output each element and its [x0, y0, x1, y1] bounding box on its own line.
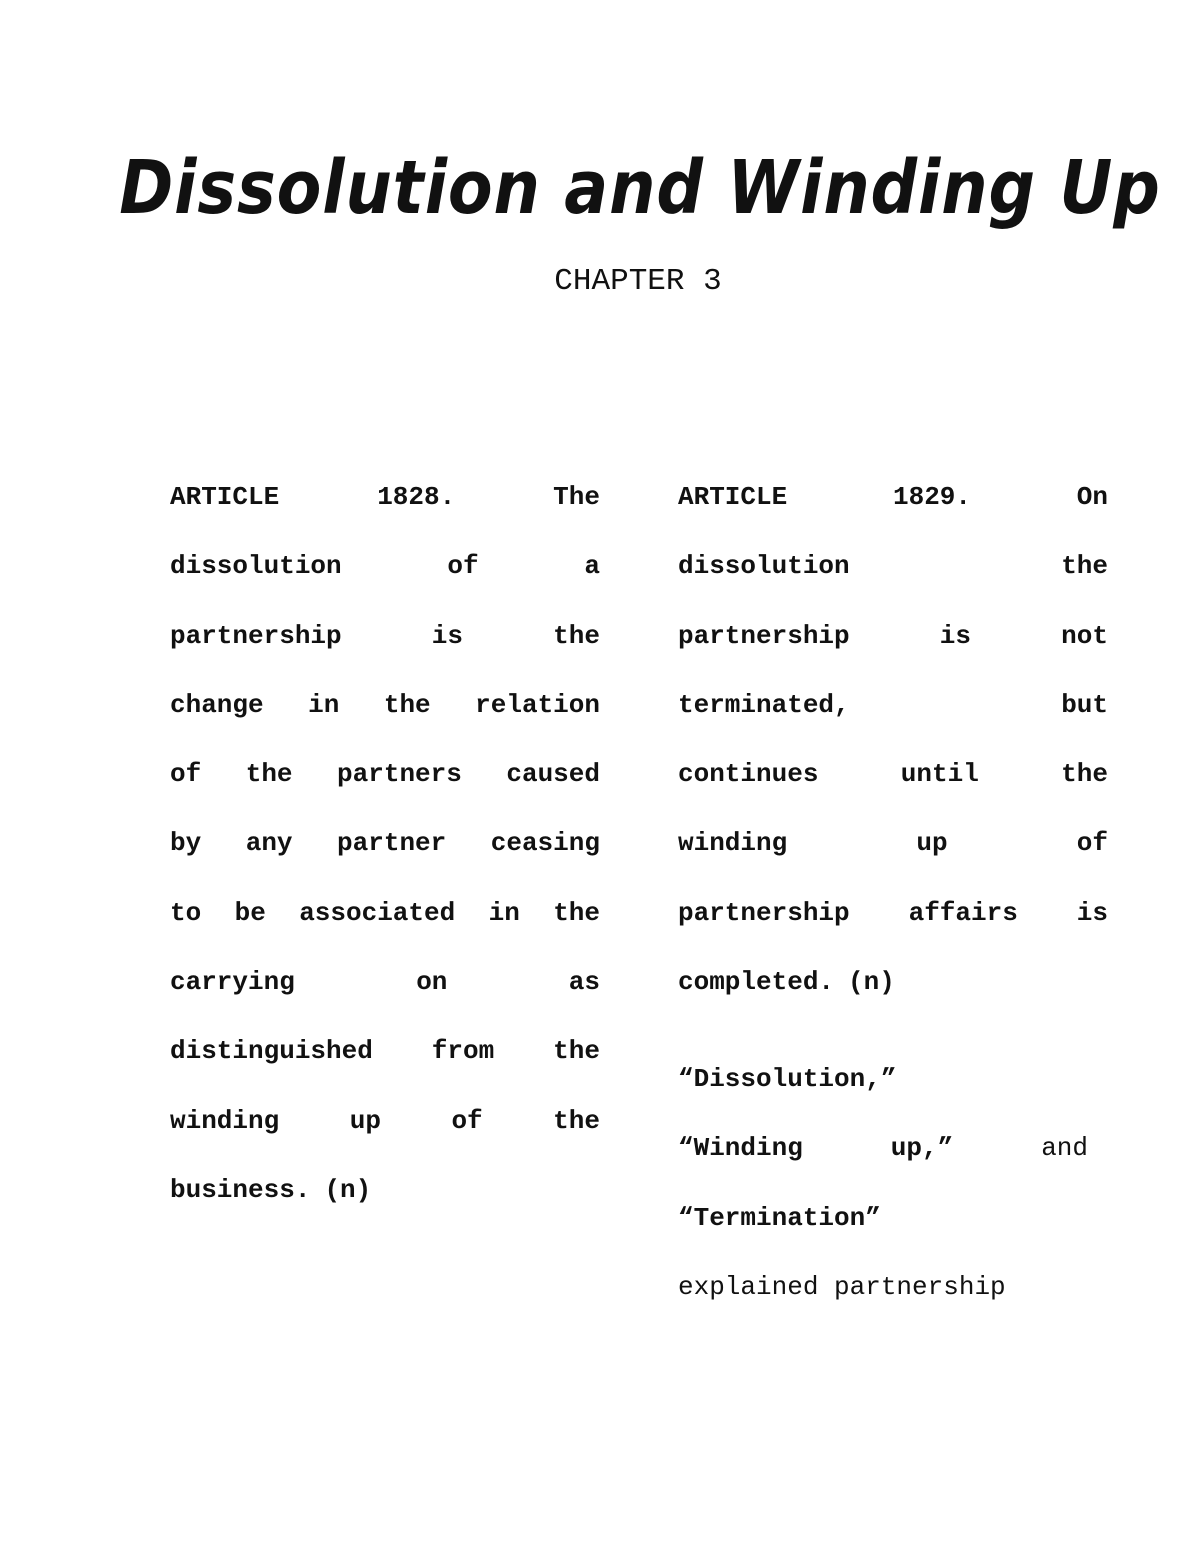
word: the [245, 759, 293, 790]
word: distinguished [170, 1036, 373, 1067]
word: ARTICLE [678, 482, 788, 512]
article-1828-line [170, 602, 600, 671]
word: of [447, 551, 479, 582]
word: “Termination” [678, 1202, 881, 1233]
word: change [170, 689, 264, 720]
word: the [553, 620, 600, 651]
word: until [900, 759, 979, 790]
word: ceasing [490, 828, 600, 859]
word: be [234, 897, 266, 928]
word: is [939, 620, 972, 651]
article-1829 [678, 463, 1108, 1017]
word: dissolution [170, 551, 342, 582]
word: of [451, 1105, 483, 1136]
word: and [1041, 1133, 1088, 1164]
word: “Winding [678, 1133, 803, 1164]
article-1829-line [678, 879, 1108, 948]
subheading-line [678, 1045, 1088, 1114]
word: carrying [170, 967, 295, 998]
article-1829-line [678, 948, 1108, 1017]
article-1828-line [170, 1156, 600, 1225]
article-1829-line [678, 809, 1108, 878]
word: 1829. [892, 482, 971, 512]
word: the [553, 897, 600, 928]
word: relation [475, 689, 600, 720]
word: up,” [890, 1133, 954, 1164]
article-1829-line [678, 602, 1108, 671]
article-1828-line [170, 809, 600, 878]
word: the [553, 1036, 600, 1067]
article-1828-line [170, 1087, 600, 1156]
word: associated [299, 897, 456, 928]
word: but [1061, 689, 1108, 720]
document-title: Dissolution and Winding Up [119, 145, 1161, 231]
word: to [170, 897, 202, 928]
word: as [568, 967, 600, 998]
article-1828-line [170, 671, 600, 740]
article-1829-line [678, 532, 1108, 601]
word: partnership [678, 620, 850, 651]
word: The [553, 482, 600, 512]
word: winding [170, 1105, 280, 1136]
word: terminated, [678, 689, 850, 720]
word: completed. [678, 967, 835, 998]
article-1828-line [170, 1017, 600, 1086]
word: business. [170, 1174, 311, 1205]
article-1828-line [170, 532, 600, 601]
article-1828-line [170, 740, 600, 809]
word: the [1061, 551, 1108, 582]
word: is [1076, 897, 1108, 928]
word: of [1076, 828, 1108, 859]
word: on [416, 967, 448, 998]
word: On [1076, 482, 1108, 512]
word: by [170, 828, 202, 859]
word: the [1061, 759, 1108, 790]
subheading-line [678, 1114, 1088, 1183]
word: not [1061, 620, 1108, 651]
word: partners [337, 759, 462, 790]
word: partnership [678, 897, 850, 928]
word: in [308, 689, 340, 720]
word: is [431, 620, 464, 651]
word: a [584, 551, 600, 582]
word: caused [506, 759, 600, 790]
word: (n) [848, 967, 895, 998]
article-1829-line [678, 740, 1108, 809]
word: explained partnership [678, 1271, 1006, 1302]
word: the [553, 1105, 600, 1136]
article-1829-line [678, 463, 1108, 532]
word: partner [337, 828, 447, 859]
word: ARTICLE [170, 482, 280, 512]
word: (n) [324, 1174, 372, 1205]
subheading-line [678, 1253, 1088, 1322]
article-1829-line [678, 671, 1108, 740]
word: up [916, 828, 948, 859]
word: any [245, 828, 293, 859]
word: affairs [908, 897, 1018, 928]
subheading [678, 1045, 1088, 1322]
subheading-line [678, 1184, 1088, 1253]
word: “Dissolution,” [678, 1064, 897, 1094]
word: partnership [170, 620, 342, 651]
word: dissolution [678, 551, 850, 582]
word: up [349, 1105, 381, 1136]
article-1828-line [170, 948, 600, 1017]
word: the [383, 689, 431, 720]
chapter-label: CHAPTER 3 [554, 264, 722, 299]
word: in [488, 897, 520, 928]
article-1828 [170, 463, 600, 1225]
word: of [170, 759, 202, 790]
article-1828-line [170, 879, 600, 948]
article-1828-line [170, 463, 600, 532]
word: from [431, 1036, 495, 1067]
word: continues [678, 759, 819, 790]
word: winding [678, 828, 788, 859]
word: 1828. [377, 482, 456, 512]
